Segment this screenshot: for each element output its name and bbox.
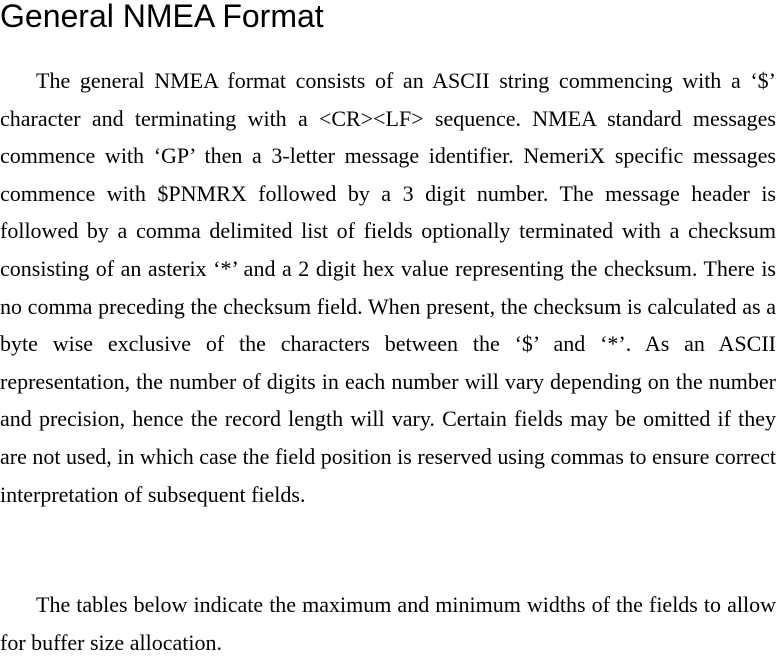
body-paragraph-nmea-format: The general NMEA format consists of an ASCII string commencing with a ‘$’ character and terminating with a <CR><LF> sequence. NMEA standard messages commence with ‘GP’ then a 3-letter message identifier. NemeriX specific messages commence with $PNMRX followed by a 3 digit number. The message header is followed by a comma delimited list of fields optionally terminated with a checksum consisting of an asterix ‘*’ and a 2 digit hex value representing the checksum. There is no comma preceding the checksum field. When present, the checksum is calculated as a byte wise exclusive of the characters between the ‘$’ and ‘*’. As an ASCII representation, the number of digits in each number will vary depending on the number and precision, hence the record length will vary. Certain fields may be omitted if they are not used, in which case the field position is reserved using commas to ensure correct interpretation of subsequent fields. — [0, 68, 776, 507]
section-heading: General NMEA Format — [0, 0, 324, 34]
body-paragraph-tables-intro: The tables below indicate the maximum and minimum widths of the fields to allow for buffer size allocation. — [0, 592, 776, 655]
